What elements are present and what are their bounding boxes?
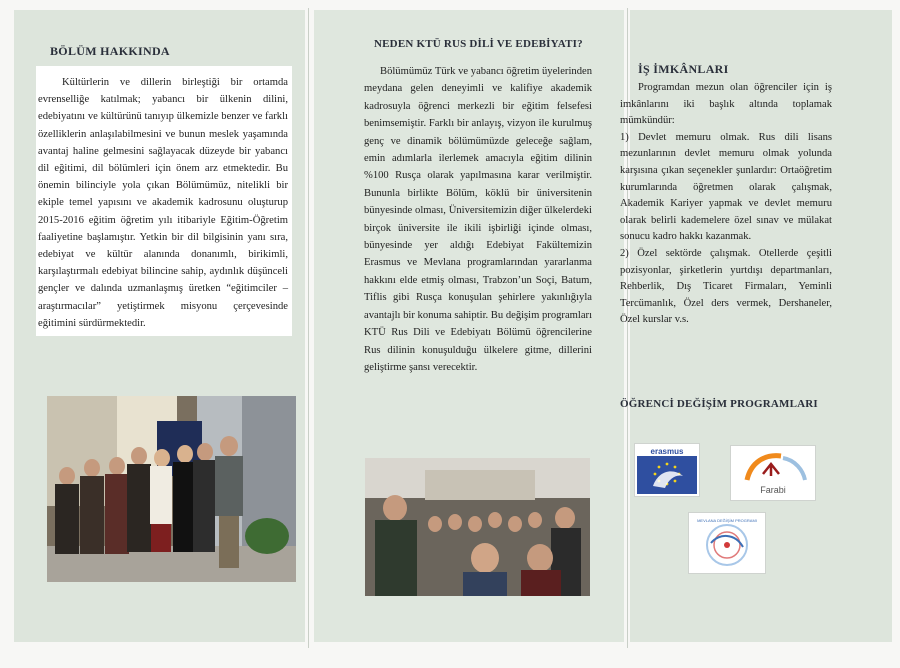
why-paragraph: Bölümümüz Türk ve yabancı öğretim üyelerinden meydana gelen deneyimli ve kalifiye akademik kadrosuyla öğrenci merkezli bir eğitim felsefesi benimsemiştir. Farklı bir anlayış, vizyon ile kurulmuş genç ve dinamik bölümümüzde geleceğe sağlam, emin adımlarla ilerlemek amacıyla eğitim dilinin %100 Rusça olarak yapılmasına karar verilmiştir. Bununla birlikte Bölüm, köklü bir üniversitenin bünyesinde olması, Üniversitemizin diğer ülkelerdeki birçok üniversite ile ikili işbirliği içinde olması, bünyesinde yer aldığı Edebiyat Fakültemizin Erasmus ve Mevlana programlarından yararlanma hakkını elde etmiş olması, Trabzon’un Soçi, Batum, Tiflis gibi Rusça konuşulan şehirlere yakınlığıyla avantajlı bir konuma sahiptir. Bu değişim programları KTÜ Rus Dili ve Edebiyatı Bölümü öğrencilerine Rus dilinin konuşulduğu ülkelere gitme, dillerini geliştirme şansı verecektir. <box>364 66 593 373</box>
group-photo-event <box>47 396 296 582</box>
jobs-text <box>620 80 832 329</box>
about-heading: BÖLÜM HAKKINDA <box>50 44 170 58</box>
jobs-heading: İŞ İMKÂNLARI <box>638 62 729 76</box>
about-paragraph: Kültürlerin ve dillerin birleştiği bir ortamda evrenselliğe katılmak; yabancı bir ülkenin dilini, edebiyatını ve kültürünü tanıyıp ülkemizle benzer ve farklı özelliklerin anlaşılabilmesini ve bunun meslek yaşamında avantaj haline gelmesini sağlayacak düzeyde bir yabancı dil eğitimi, dil bölümleri için önem arz etmektedir. Bu önemin bilinciyle yola çıkan Bölümümüz, nitelikli bir ekiple temel yapısını ve akademik kadrosunu oluşturup 2015-2016 eğitim öğretim yılı itibariyle Eğitim-Öğretim faaliyetine başlamıştır. Yetkin bir dil bilgisinin yanı sıra, edebiyat ve kültür alanında donanımlı, birikimli, karşılaştırmalı edebiyat bilincine sahip, aydınlık düşünceli gençler ve dalında uzmanlaşmış üretken “eğitimciler – araştırmacılar” yetiştirmek misyonu çerçevesinde eğitimini sürdürmektedir. <box>38 77 288 329</box>
erasmus-logo-text: erasmus <box>650 447 684 456</box>
why-heading: NEDEN KTÜ RUS DİLİ VE EDEBİYATI? <box>374 38 583 50</box>
jobs-item-2: 2) Özel sektörde çalışmak. Otellerde çeşitli pozisyonlar, şirketlerin yurtdışı departmanları, Rehberlik, Dış Ticaret Firmaları, Yeminli Tercümanlık, Özel ders vermek, Dershaneler, Özel kurslar v.s. <box>620 247 832 326</box>
erasmus-logo <box>634 443 700 497</box>
mevlana-logo <box>688 512 766 574</box>
jobs-item-1: 1) Devlet memuru olmak. Rus dili lisans mezunlarının devlet memuru olmak yolunda karşısına çıkan seçenekler şunlardır: Ortaöğretim kurumlarında öğretmen olarak çalışmak, Akademik Kariyer yapmak ve devlet memuru olarak belirli kademelere özel sınav ve mülakat sonucu kadro hakkı kazanmak. <box>620 131 832 243</box>
fold-line <box>308 8 309 648</box>
group-photo-classroom <box>365 458 590 596</box>
exchange-heading: ÖĞRENCİ DEĞİŞİM PROGRAMLARI <box>620 398 818 410</box>
farabi-logo-text: Farabi <box>760 485 786 495</box>
jobs-intro: Programdan mezun olan öğrenciler için iş imkânlarını iki başlık altında toplamak mümkündür: <box>620 82 832 127</box>
mevlana-logo-text: MEVLANA DEĞİŞİM PROGRAMI <box>697 518 757 523</box>
farabi-logo <box>730 445 816 501</box>
